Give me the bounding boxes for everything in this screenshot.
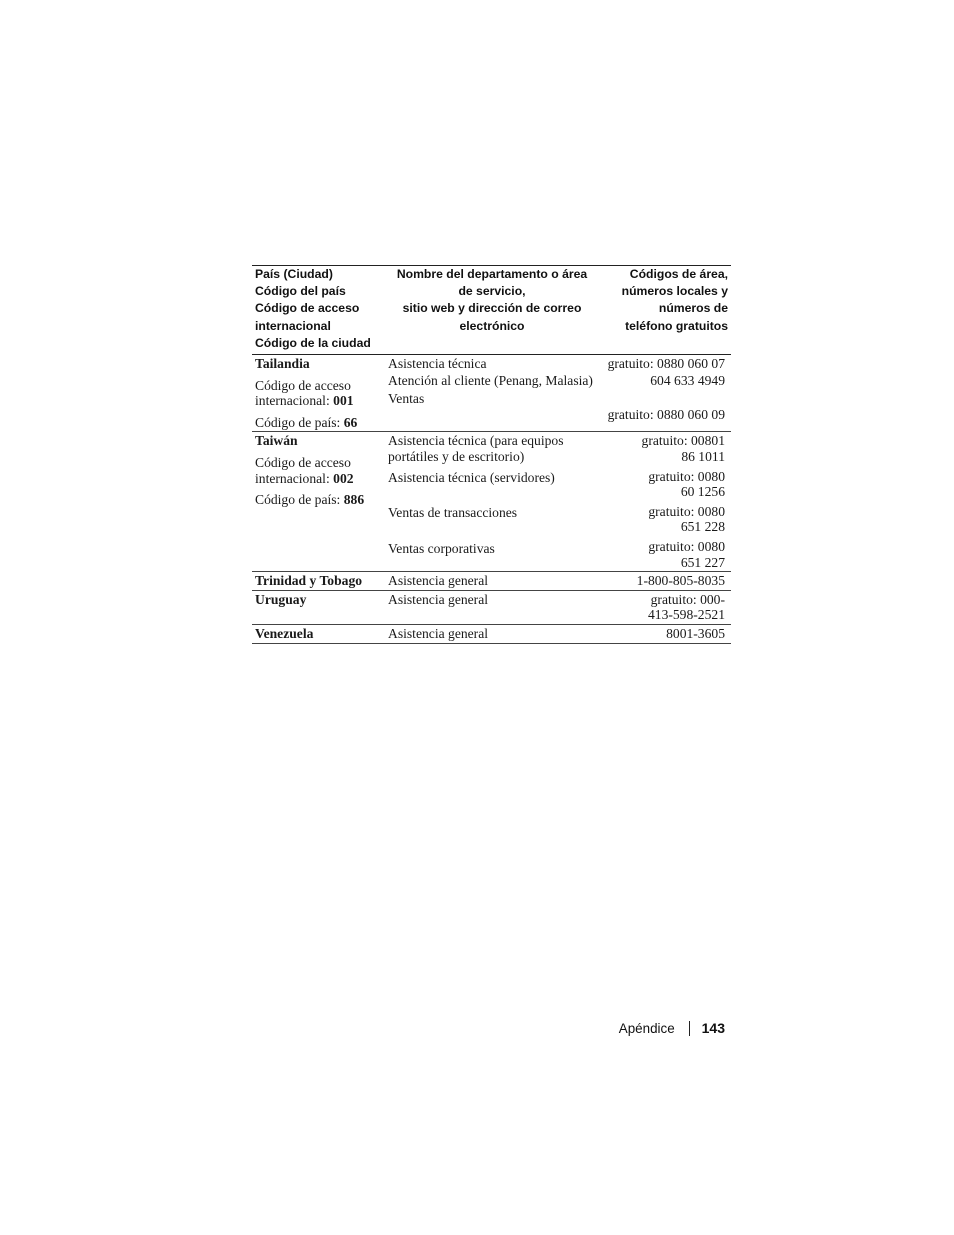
international-access-code: Código de acceso internacional: 001 [255,377,354,409]
table-row-trinidad-y-tobago [252,572,731,591]
country-code: Código de país: 886 [255,492,365,508]
page-footer [619,1020,725,1036]
department-name: Asistencia técnica [388,356,487,372]
department-name: Atención al cliente (Penang, Malasia) [388,372,593,388]
table-row-tailandia [252,355,731,432]
table-header-row [252,266,731,355]
phone-number: gratuito: 0880 060 09 [607,407,725,423]
header-country-line: Código del país [255,284,346,299]
phone-number: gratuito: 0080 651 228 [648,503,725,535]
phone-number: 8001-3605 [666,625,725,641]
department-cell [385,624,599,643]
department-cell [385,590,599,624]
phone-cell [599,572,731,591]
international-access-code: Código de acceso internacional: 002 [255,454,354,486]
department-name: Ventas [388,391,425,407]
country-name: Tailandia [255,356,310,372]
header-phone-line: Códigos de área, números locales y números de teléfono gratuitos [621,267,728,333]
country-cell [252,572,385,591]
department-cell [385,355,599,432]
footer-separator [689,1021,690,1036]
page-number: 143 [701,1020,725,1036]
header-country-line: Código de acceso internacional [255,301,360,333]
department-name: Asistencia general [388,625,489,641]
department-name: Asistencia general [388,591,489,607]
country-cell [252,590,385,624]
phone-cell [599,355,731,432]
phone-number: gratuito: 00801 86 1011 [641,433,725,464]
contact-table [252,265,731,644]
phone-number: 604 633 4949 [650,372,725,388]
phone-number: gratuito: 000-413-598-2521 [647,591,725,623]
country-cell [252,355,385,432]
department-name: Asistencia técnica (servidores) [388,469,555,485]
table-row-venezuela [252,624,731,643]
header-department [385,266,599,355]
department-name: Asistencia general [388,573,489,589]
department-name: Ventas corporativas [388,540,495,556]
phone-number: gratuito: 0880 060 07 [607,356,725,372]
country-name: Uruguay [255,591,307,607]
header-country-line: País (Ciudad) [255,267,333,281]
country-name: Taiwán [255,433,298,449]
header-phone [599,266,731,355]
header-department-line: Nombre del departamento o área de servicio, [396,267,588,299]
table-row-taiwan [252,432,731,572]
country-name: Trinidad y Tobago [255,573,363,589]
department-name: Ventas de transacciones [388,505,518,521]
department-cell [385,572,599,591]
phone-cell [599,624,731,643]
country-name: Venezuela [255,625,314,641]
footer-section-title: Apéndice [618,1020,675,1036]
country-code: Código de país: 66 [255,414,358,430]
department-cell [385,432,599,572]
phone-number: gratuito: 0080 60 1256 [648,468,725,500]
header-country-line: Código de la ciudad [255,335,371,350]
table-row-uruguay [252,590,731,624]
header-department-line: sitio web y dirección de correo electrónico [402,301,582,333]
phone-number: 1-800-805-8035 [636,573,725,589]
country-cell [252,432,385,572]
country-cell [252,624,385,643]
header-country [252,266,385,355]
phone-number: gratuito: 0080 651 227 [648,538,725,570]
phone-cell [599,432,731,572]
department-name: Asistencia técnica (para equipos portátiles y de escritorio) [388,433,564,464]
phone-cell [599,590,731,624]
